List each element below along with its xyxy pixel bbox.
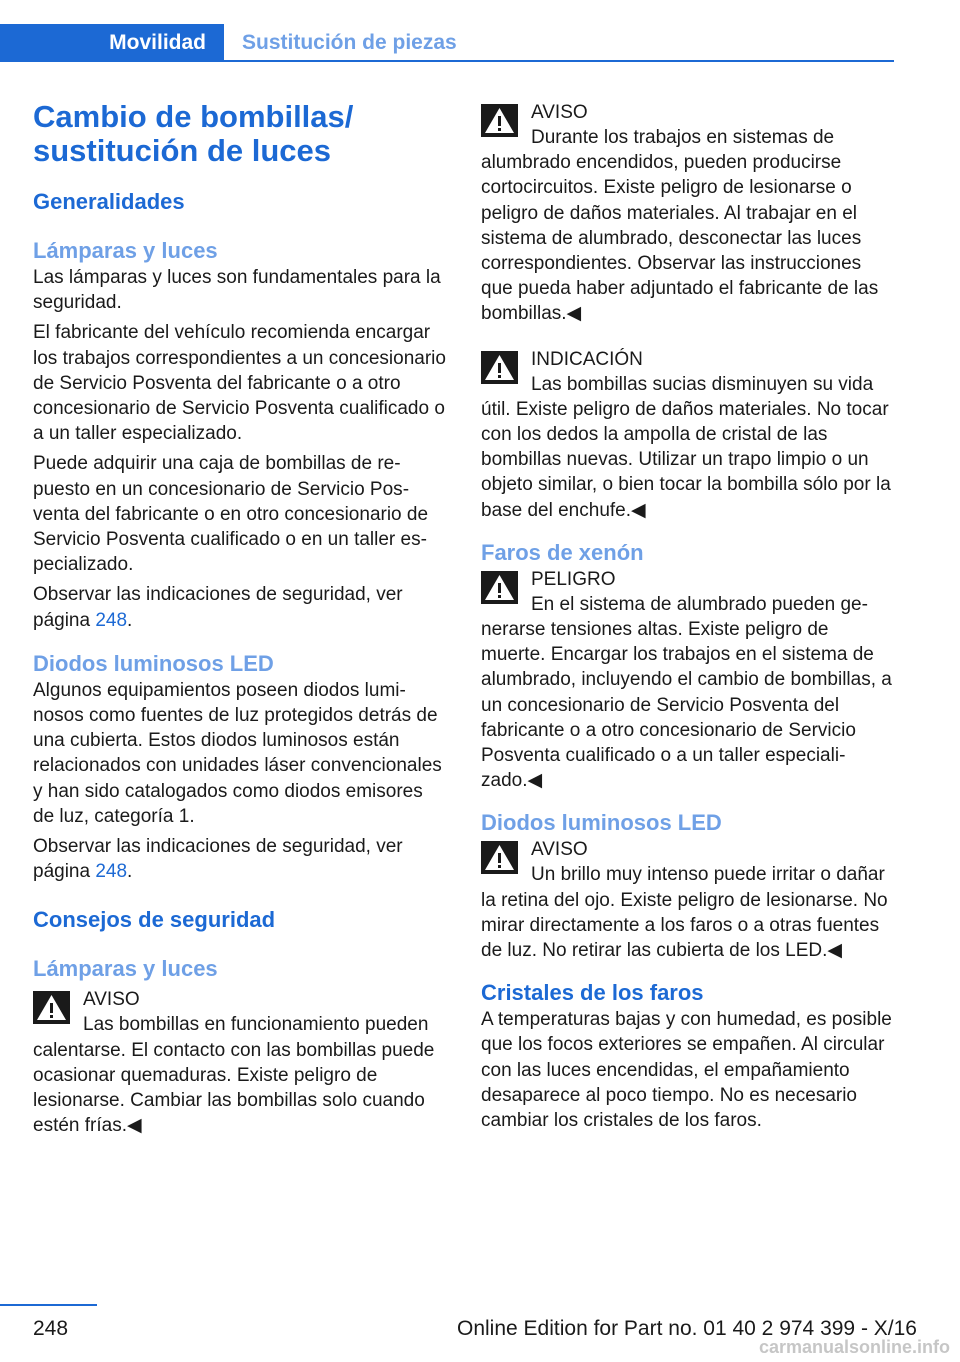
observar-1-text: Observar las indicaciones de seguridad, ver página bbox=[33, 584, 403, 631]
header-tab-sustitucion: Sustitución de piezas bbox=[242, 31, 457, 54]
footer-rule bbox=[0, 1304, 97, 1306]
warning-title: AVISO bbox=[83, 989, 140, 1011]
warning-title: AVISO bbox=[531, 839, 588, 861]
paragraph-lamparas-1: Las lámparas y luces son fundamentales para la seguridad. bbox=[33, 267, 441, 314]
left-column bbox=[33, 100, 449, 1138]
observar-1-end: . bbox=[127, 609, 133, 631]
paragraph-led-1: Algunos equipamientos poseen diodos luminosos como fuentes de luz protegidos detrás de una cubierta. Estos diodos luminosos están relacionados con unidades láser convencionales y han sido catalogados como diodos emisores de luz, categoría 1. bbox=[33, 679, 442, 827]
paragraph-observar-1 bbox=[33, 582, 449, 632]
warning-title: AVISO bbox=[531, 102, 588, 123]
warning-indicacion bbox=[481, 347, 897, 523]
warning-triangle-icon bbox=[481, 351, 518, 384]
warning-triangle-icon bbox=[481, 571, 518, 604]
paragraph-cristales: A temperaturas bajas y con humedad, es posible que los focos exteriores se empañen. Al circular con las luces encendidas, el empañamiento desaparece al poco tiempo. No es necesario cambiar los cristales de los faros. bbox=[481, 1009, 892, 1132]
warning-aviso-3 bbox=[481, 837, 897, 963]
page-link-248[interactable]: 248 bbox=[95, 861, 128, 883]
chapter-title: Cambio de bombillas/ sustitución de luces bbox=[33, 99, 354, 168]
page-header bbox=[0, 24, 894, 61]
observar-2-end: . bbox=[127, 861, 133, 883]
warning-text: Un brillo muy intenso puede irritar o dañar la retina del ojo. Existe peligro de lesionarse. No mirar directamente a los faros o a otras fuentes de luz. No retirar las cubierta de los LED.◀ bbox=[481, 864, 888, 962]
heading-consejos-seguridad: Consejos de seguridad bbox=[33, 907, 276, 933]
warning-triangle-icon bbox=[481, 841, 518, 874]
page-link-248[interactable]: 248 bbox=[95, 609, 128, 631]
warning-triangle-icon bbox=[33, 991, 70, 1024]
heading-cristales-faros: Cristales de los faros bbox=[481, 980, 704, 1006]
warning-title: INDICACIÓN bbox=[531, 348, 643, 370]
warning-text: Durante los trabajos en sistemas de alumbrado encendidos, pueden producirse cortocircuitos. Existe peligro de lesionarse o peligro de daños materiales. Al trabajar en el sistema de alumbrado, desconectar las luces correspondientes. Observar las instrucciones que pueda haber adjuntado el fabricante de las bombillas.◀ bbox=[481, 127, 879, 325]
heading-generalidades: Generalidades bbox=[33, 189, 185, 214]
observar-2-text: Observar las indicaciones de seguridad, ver página bbox=[33, 836, 403, 883]
heading-lamparas-luces: Lámparas y luces bbox=[33, 238, 218, 263]
edition-footer: Online Edition for Part no. 01 40 2 974 399 - X/16 bbox=[457, 1317, 917, 1340]
warning-text: Las bombillas en funcionamiento pueden calentarse. El contacto con las bombillas puede ocasionar quemaduras. Existe peligro de lesionarse. Cambiar las bombillas solo cuando estén frías.◀ bbox=[33, 1014, 435, 1137]
warning-title: PELIGRO bbox=[531, 568, 616, 590]
warning-peligro bbox=[481, 567, 897, 794]
warning-triangle-icon bbox=[481, 104, 518, 137]
heading-faros-xenon: Faros de xenón bbox=[481, 539, 644, 565]
heading-lamparas-luces-2: Lámparas y luces bbox=[33, 956, 218, 982]
warning-aviso-1 bbox=[33, 987, 449, 1138]
right-column bbox=[481, 100, 897, 1133]
paragraph-lamparas-3: Puede adquirir una caja de bombillas de repuesto en un concesionario de Servicio Posventa del fabricante o en otro concesionario de Servicio Posventa cualificado o en un taller especializado. bbox=[33, 453, 429, 576]
header-tab-movilidad: Movilidad bbox=[0, 24, 224, 62]
page-number: 248 bbox=[33, 1317, 69, 1340]
paragraph-lamparas-2: El fabricante del vehículo recomienda encargar los trabajos correspondientes a un concesionario de Servicio Posventa del fabricante o a otro concesionario de Servicio Posventa cualificado o a un taller especializado. bbox=[33, 322, 446, 445]
heading-diodos-led-2: Diodos luminosos LED bbox=[481, 810, 722, 836]
watermark: carmanualsonline.info bbox=[758, 1337, 950, 1357]
warning-text: Las bombillas sucias disminuyen su vida útil. Existe peligro de daños materiales. No tocar con los dedos la ampolla de cristal de las bombillas nuevas. Utilizar un trapo limpio o un objeto similar, o bien tocar la bombilla sólo por la base del enchufe.◀ bbox=[481, 373, 891, 521]
paragraph-observar-2 bbox=[33, 834, 449, 884]
warning-aviso-2 bbox=[481, 100, 897, 327]
warning-text: En el sistema de alumbrado pueden generarse tensiones altas. Existe peligro de muerte. Encargar los trabajos en el sistema de alumbrado, incluyendo el cambio de bombillas, a un concesionario de Servicio Posventa del fabricante o a otro concesionario de Servicio Posventa cualificado o a un taller especializado.◀ bbox=[481, 593, 892, 792]
header-rule bbox=[0, 60, 894, 62]
heading-diodos-led: Diodos luminosos LED bbox=[33, 650, 274, 676]
